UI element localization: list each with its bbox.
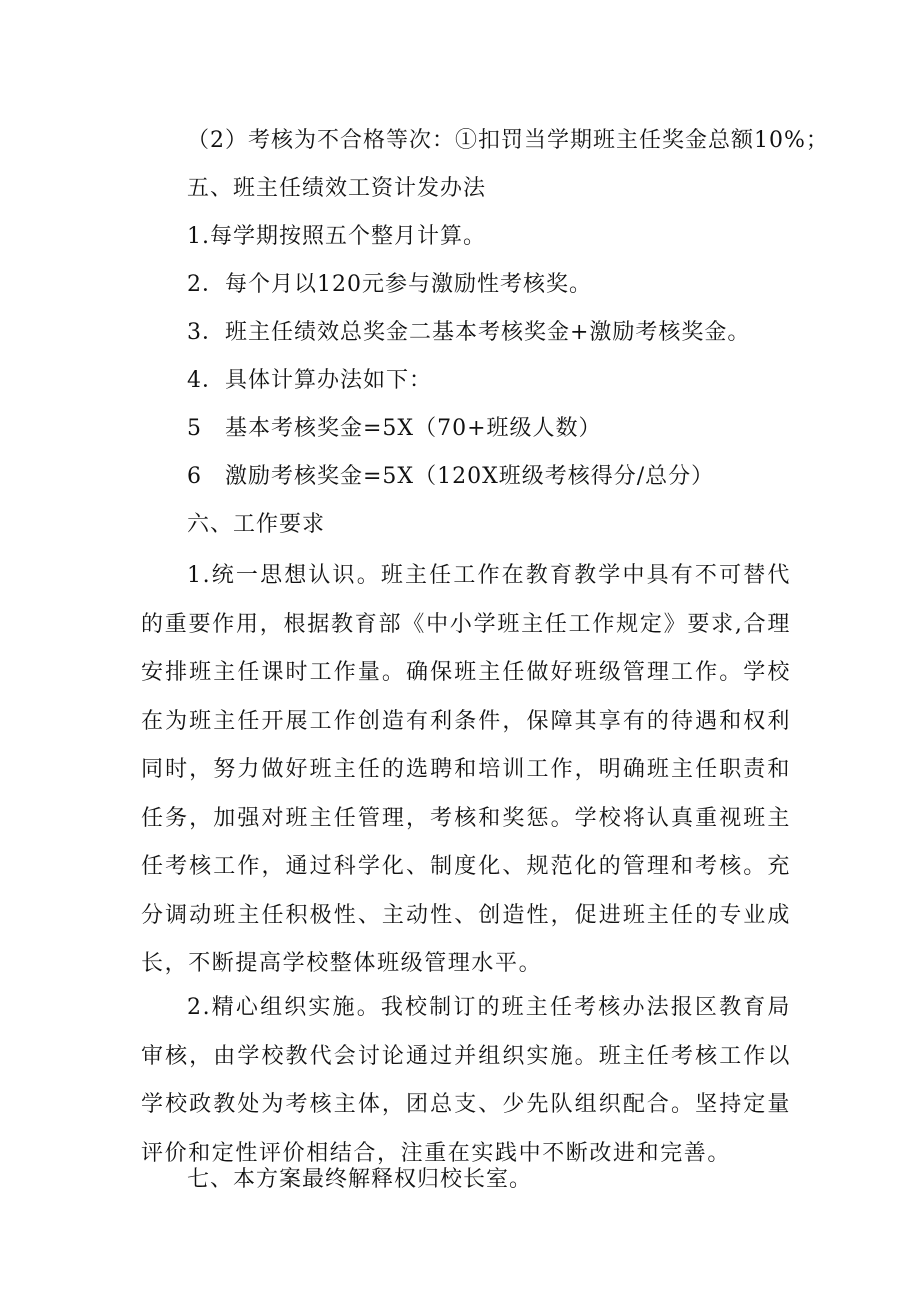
section-heading-six: 六、工作要求 (187, 512, 326, 537)
list-item-5-number: 5 (187, 416, 202, 441)
paragraph-unify-thinking: 1.统一思想认识。班主任工作在教育教学中具有不可替代的重要作用，根据教育部《中小学班主任工作规定》要求,合理安排班主任课时工作量。确保班主任做好班级管理工作。学校在为班主任开展工作创造有利条件，保障其享有的待遇和权利同时，努力做好班主任的选聘和培训工作，明确班主任职责和任务，加强对班主任管理，考核和奖惩。学校将认真重视班主任考核工作，通过科学化、制度化、规范化的管理和考核。充分调动班主任积极性、主动性、创造性，促进班主任的专业成长，不断提高学校整体班级管理水平。 (141, 563, 791, 976)
list-item-4: 4．具体计算办法如下： (187, 368, 432, 393)
list-item-5-text: 基本考核奖金=5X（70+班级人数） (225, 416, 602, 441)
penalty-line: （2）考核为不合格等次：①扣罚当学期班主任奖金总额10%； (187, 128, 829, 153)
list-item-2: 2．每个月以120元参与激励性考核奖。 (187, 272, 592, 297)
list-item-6-text: 激励考核奖金=5X（120X班级考核得分/总分） (225, 464, 715, 489)
list-item-3: 3．班主任绩效总奖金二基本考核奖金+激励考核奖金。 (187, 320, 751, 345)
list-item-6-number: 6 (187, 464, 202, 489)
list-item-1: 1.每学期按照五个整月计算。 (187, 224, 486, 249)
list-item-6 (187, 462, 714, 492)
paragraph-organize-implementation: 2.精心组织实施。我校制订的班主任考核办法报区教育局审核，由学校教代会讨论通过并组织实施。班主任考核工作以学校政教处为考核主体，团总支、少先队组织配合。坚持定量评价和定性评价相结合，注重在实践中不断改进和完善。 (141, 995, 791, 1166)
section-heading-five: 五、班主任绩效工资计发办法 (187, 176, 487, 201)
list-item-5 (187, 414, 602, 444)
section-heading-seven: 七、本方案最终解释权归校长室。 (187, 1167, 533, 1192)
